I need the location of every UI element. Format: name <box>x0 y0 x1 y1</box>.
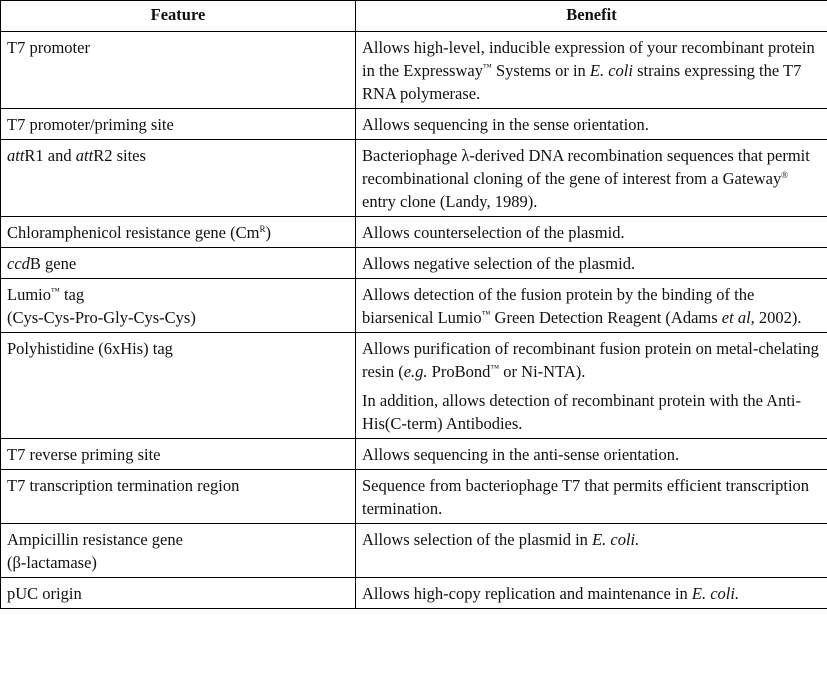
text-run: Allows counterselection of the plasmid. <box>362 223 625 242</box>
benefit-cell <box>356 32 827 109</box>
feature-cell <box>1 109 356 140</box>
italic-text: E. coli. <box>691 584 740 603</box>
table-row <box>1 140 827 217</box>
table-row <box>1 217 827 248</box>
text-run: strains expressing the T7 RNA polymerase. <box>362 61 802 103</box>
table-row <box>1 578 827 609</box>
text-run: Allows sequencing in the sense orientation. <box>362 115 649 134</box>
benefit-paragraph <box>362 582 821 605</box>
benefit-paragraph <box>362 528 821 551</box>
text-run: (β-lactamase) <box>7 553 97 572</box>
text-run: Allows selection of the plasmid in <box>362 530 593 549</box>
text-run: T7 promoter <box>7 38 90 57</box>
italic-text: att <box>7 146 25 165</box>
benefit-cell <box>356 470 827 524</box>
text-run: R2 sites <box>93 146 146 165</box>
text-run: R1 and <box>24 146 76 165</box>
text-run: ) <box>265 223 271 242</box>
text-run: B gene <box>29 254 77 273</box>
table-header <box>1 1 827 32</box>
benefit-cell <box>356 248 827 279</box>
text-run: Lumio <box>7 285 51 304</box>
italic-text: et al, <box>721 308 755 327</box>
benefit-paragraph <box>362 283 821 329</box>
text-run: tag <box>59 285 85 304</box>
text-run: ProBond <box>427 362 491 381</box>
text-run: Green Detection Reagent (Adams <box>490 308 722 327</box>
text-run: Chloramphenicol resistance gene (Cm <box>7 223 260 242</box>
text-run: In addition, allows detection of recombinant protein with the Anti-His(C-term) Antibodies. <box>362 391 801 433</box>
table-row <box>1 279 827 333</box>
italic-text: E. coli. <box>592 530 640 549</box>
feature-column-header: Feature <box>1 1 356 32</box>
superscript-mark: ™ <box>482 62 492 72</box>
feature-cell <box>1 32 356 109</box>
text-run: Allows high-level, inducible expression of your recombinant protein in the Expressway <box>362 38 815 80</box>
text-run: T7 reverse priming site <box>7 445 161 464</box>
superscript-mark: ™ <box>490 363 500 373</box>
table-row <box>1 109 827 140</box>
italic-text: att <box>75 146 94 165</box>
text-run: Allows negative selection of the plasmid. <box>362 254 636 273</box>
benefit-paragraph <box>362 144 821 213</box>
feature-cell <box>1 140 356 217</box>
benefit-cell <box>356 109 827 140</box>
superscript-mark: ™ <box>481 309 491 319</box>
benefit-cell <box>356 217 827 248</box>
text-run: Ampicillin resistance gene <box>7 530 183 549</box>
text-run: entry clone (Landy, 1989). <box>362 192 538 211</box>
superscript-mark: ® <box>781 170 789 180</box>
italic-text: e.g. <box>403 362 428 381</box>
feature-cell <box>1 439 356 470</box>
feature-cell <box>1 470 356 524</box>
benefit-paragraph <box>362 36 821 105</box>
text-run: 2002). <box>754 308 802 327</box>
benefit-paragraph <box>362 113 821 136</box>
text-run: T7 transcription termination region <box>7 476 240 495</box>
text-run: Systems or in <box>491 61 590 80</box>
benefit-paragraph <box>362 337 821 383</box>
benefit-cell <box>356 524 827 578</box>
feature-cell <box>1 524 356 578</box>
header-row <box>1 1 827 32</box>
text-run: Allows detection of the fusion protein by the binding of the biarsenical Lumio <box>362 285 755 327</box>
table-row <box>1 333 827 439</box>
text-run: or Ni-NTA). <box>499 362 586 381</box>
feature-cell <box>1 279 356 333</box>
text-run: Bacteriophage λ-derived DNA recombination sequences that permit recombinational cloning of the gene of interest from a Gateway <box>362 146 810 188</box>
table-row <box>1 524 827 578</box>
table-row <box>1 439 827 470</box>
benefit-cell <box>356 578 827 609</box>
text-run: Polyhistidine (6xHis) tag <box>7 339 173 358</box>
table-row <box>1 470 827 524</box>
feature-cell <box>1 248 356 279</box>
superscript-mark: ™ <box>51 286 60 296</box>
benefit-paragraph <box>362 252 821 275</box>
text-run: pUC origin <box>7 584 82 603</box>
feature-cell <box>1 578 356 609</box>
feature-cell <box>1 217 356 248</box>
text-run: T7 promoter/priming site <box>7 115 174 134</box>
benefit-paragraph <box>362 221 821 244</box>
benefit-paragraph <box>362 389 821 435</box>
text-run: Sequence from bacteriophage T7 that permits efficient transcription termination. <box>362 476 810 518</box>
benefit-cell <box>356 140 827 217</box>
table-body <box>1 32 827 609</box>
italic-text: E. coli <box>589 61 633 80</box>
superscript-mark: R <box>259 224 266 234</box>
benefit-cell <box>356 333 827 439</box>
benefit-cell <box>356 279 827 333</box>
benefit-cell <box>356 439 827 470</box>
text-run: Allows purification of recombinant fusion protein on metal-chelating resin ( <box>362 339 819 381</box>
table-row <box>1 32 827 109</box>
benefit-paragraph <box>362 443 821 466</box>
benefit-paragraph <box>362 474 821 520</box>
italic-text: ccd <box>7 254 30 273</box>
benefit-column-header: Benefit <box>356 1 827 32</box>
table-row <box>1 248 827 279</box>
text-run: (Cys-Cys-Pro-Gly-Cys-Cys) <box>7 308 196 327</box>
text-run: Allows sequencing in the anti-sense orientation. <box>362 445 680 464</box>
text-run: Allows high-copy replication and maintenance in <box>362 584 692 603</box>
feature-cell <box>1 333 356 439</box>
